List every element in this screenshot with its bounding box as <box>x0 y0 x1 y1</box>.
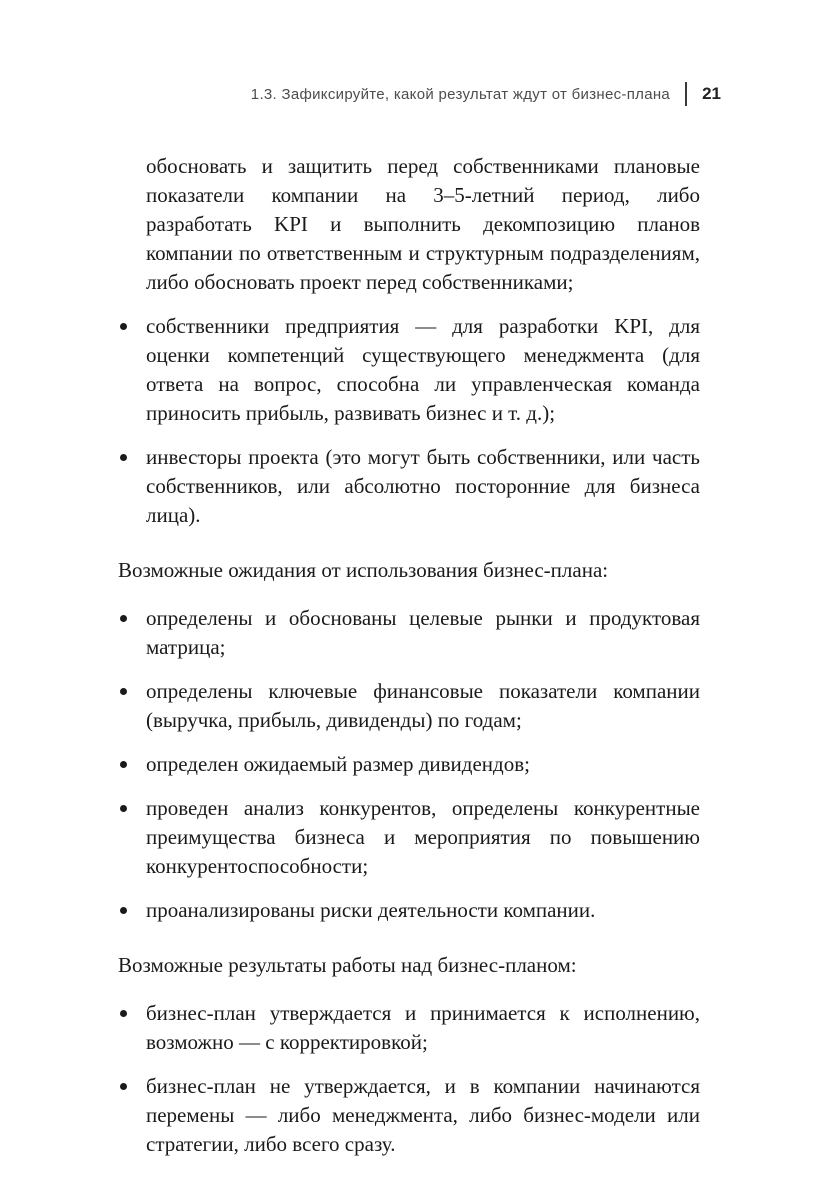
bullet-dot-icon <box>120 1010 127 1017</box>
continuation-paragraph: обосновать и защитить перед собственниками плановые показатели компании на 3–5-летний период, либо разработать KPI и выполнить декомпозицию планов компании по ответственным и структурным подразделениям, либо обосновать проект перед собственниками; <box>146 154 700 294</box>
list-item <box>118 312 700 428</box>
list-item-text: определен ожидаемый размер дивидендов; <box>146 752 530 776</box>
page-number: 21 <box>702 84 721 103</box>
list-item-text: инвесторы проекта (это могут быть собственники, или часть собственников, или абсолютно посторонние для бизнеса лица). <box>146 445 700 527</box>
list-item <box>118 999 700 1057</box>
list-item-text: бизнес-план утверждается и принимается к исполнению, возможно — с корректировкой; <box>146 1001 700 1054</box>
bullet-dot-icon <box>120 805 127 812</box>
list-item-text: бизнес-план не утверждается, и в компании начинаются перемены — либо менеджмента, либо бизнес-модели или стратегии, либо всего сразу. <box>146 1074 700 1156</box>
list-item-text: собственники предприятия — для разработки KPI, для оценки компетенций существующего менеджмента (для ответа на вопрос, способна ли управленческая команда приносить прибыль, развивать бизнес и т. д.); <box>146 314 700 425</box>
list-item-text: проанализированы риски деятельности компании. <box>146 898 596 922</box>
list-item <box>118 750 700 779</box>
list-item-text: определены ключевые финансовые показатели компании (выручка, прибыль, дивиденды) по годам; <box>146 679 700 732</box>
bullet-dot-icon <box>120 688 127 695</box>
header-divider <box>685 82 687 106</box>
running-head-title: 1.3. Зафиксируйте, какой результат ждут от бизнес-плана <box>250 85 671 103</box>
section-intro-expectations: Возможные ожидания от использования бизнес-плана: <box>118 558 609 582</box>
bullet-dot-icon <box>120 615 127 622</box>
list-item <box>118 604 700 662</box>
list-item <box>118 1072 700 1159</box>
bullet-dot-icon <box>120 1083 127 1090</box>
list-item-text: определены и обоснованы целевые рынки и продуктовая матрица; <box>146 606 700 659</box>
list-item <box>118 443 700 530</box>
section-intro-results: Возможные результаты работы над бизнес-планом: <box>118 953 577 977</box>
list-item <box>118 677 700 735</box>
bullet-dot-icon <box>120 454 127 461</box>
list-item <box>118 896 700 925</box>
bullet-dot-icon <box>120 761 127 768</box>
page-content <box>118 152 700 1174</box>
bullet-dot-icon <box>120 323 127 330</box>
bullet-dot-icon <box>120 907 127 914</box>
list-item-text: проведен анализ конкурентов, определены конкурентные преимущества бизнеса и мероприятия по повышению конкурентоспособности; <box>146 796 700 878</box>
list-item <box>118 794 700 881</box>
running-header <box>118 82 721 106</box>
